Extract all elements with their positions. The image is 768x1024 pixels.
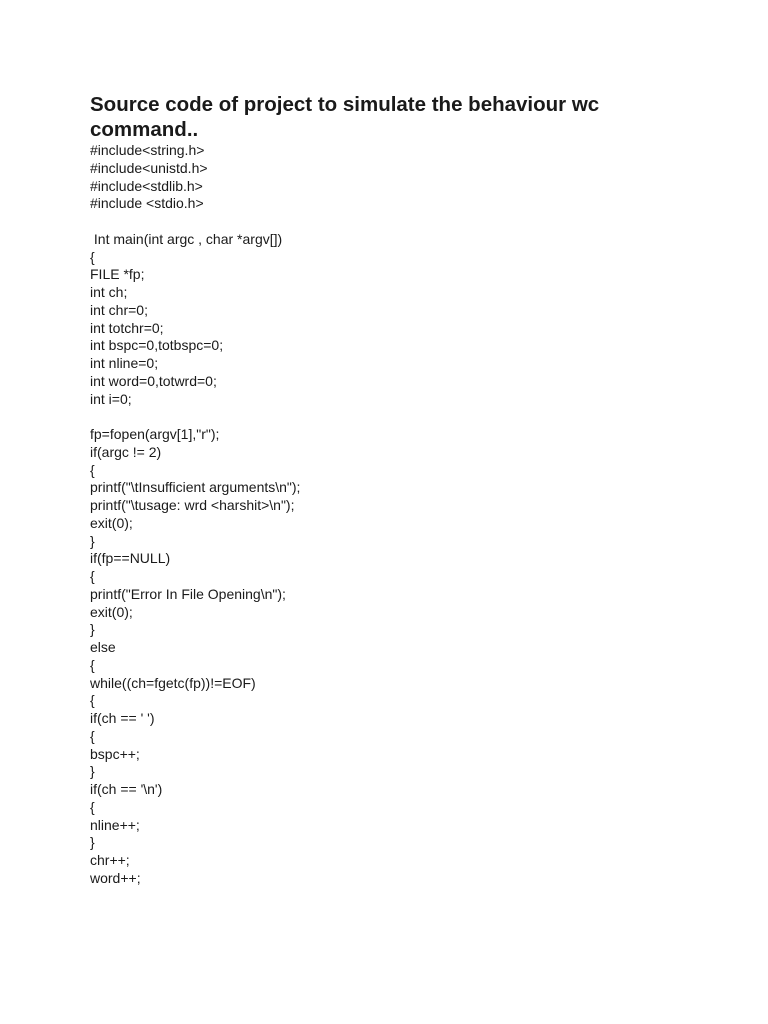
code-line: { bbox=[90, 248, 95, 265]
code-line: word++; bbox=[90, 869, 141, 886]
code-line: } bbox=[90, 834, 95, 851]
code-line: } bbox=[90, 532, 95, 549]
code-line: int ch; bbox=[90, 284, 128, 300]
code-line: if(fp==NULL) bbox=[90, 550, 171, 567]
code-line: fp=fopen(argv[1],"r"); bbox=[90, 426, 220, 442]
document-title: Source code of project to simulate the behaviour wc command.. bbox=[90, 93, 600, 141]
code-line: exit(0); bbox=[90, 514, 133, 531]
code-line: FILE *fp; bbox=[90, 266, 145, 283]
code-line: nline++; bbox=[90, 816, 140, 833]
code-line: { bbox=[90, 461, 95, 478]
code-line: #include<stdlib.h> bbox=[90, 177, 203, 194]
code-line bbox=[90, 213, 690, 231]
code-line: } bbox=[90, 763, 95, 780]
code-line bbox=[90, 408, 690, 426]
code-line: { bbox=[90, 656, 95, 673]
source-code-block bbox=[90, 142, 690, 888]
code-line: while((ch=fgetc(fp))!=EOF) bbox=[90, 674, 256, 691]
code-line: } bbox=[90, 621, 95, 638]
code-line: exit(0); bbox=[90, 603, 133, 620]
code-line: int totchr=0; bbox=[90, 319, 164, 336]
code-line: { bbox=[90, 798, 95, 815]
code-line: if(argc != 2) bbox=[90, 443, 162, 460]
code-line: printf("\tInsufficient arguments\n"); bbox=[90, 479, 301, 496]
code-line: int word=0,totwrd=0; bbox=[90, 372, 217, 389]
code-line: else bbox=[90, 639, 116, 655]
code-line: #include<string.h> bbox=[90, 142, 205, 158]
code-line: #include <stdio.h> bbox=[90, 195, 204, 212]
code-line: Int main(int argc , char *argv[]) bbox=[90, 230, 283, 247]
code-line: if(ch == '\n') bbox=[90, 781, 163, 797]
code-line: { bbox=[90, 568, 95, 584]
code-line: #include<unistd.h> bbox=[90, 159, 208, 176]
document-body bbox=[90, 92, 690, 888]
code-line: int nline=0; bbox=[90, 355, 159, 371]
code-line: int bspc=0,totbspc=0; bbox=[90, 337, 224, 354]
code-line: { bbox=[90, 692, 95, 709]
code-line: printf("Error In File Opening\n"); bbox=[90, 585, 286, 602]
code-line: if(ch == ' ') bbox=[90, 710, 155, 726]
code-line: bspc++; bbox=[90, 745, 140, 762]
code-line: chr++; bbox=[90, 852, 130, 868]
code-line: int i=0; bbox=[90, 390, 132, 407]
code-line: int chr=0; bbox=[90, 301, 148, 318]
code-line: { bbox=[90, 727, 95, 744]
code-line: printf("\tusage: wrd <harshit>\n"); bbox=[90, 497, 295, 513]
